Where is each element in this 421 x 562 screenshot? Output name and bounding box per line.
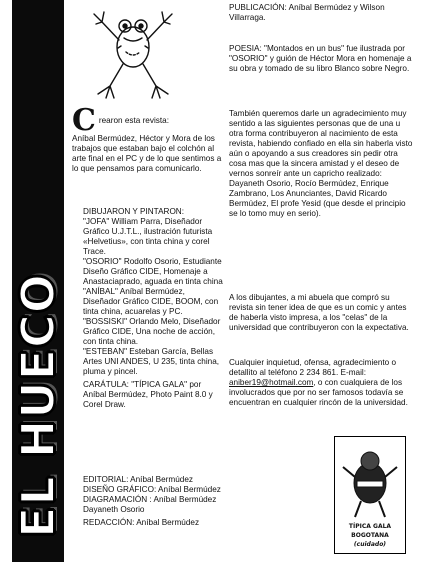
thanks-text: También queremos darle un agradecimiento muy sentido a las siguientes personas que de una u otra forma contribuyeron al nacimiento de esta revista, habiendo confiado en ella sin haberla visto aún o apoyando a sus creadores sin pedir otra cosa mas que la sincera amistad y el deseo de vernos sonreír ante un capricho realizado: Dayaneth Osorio, Rocío Bermúdez, Enrique Zambrano, Los Anunciantes, David Ricardo Bermúdez, El profe Yesid (que desde el principio se lo tomo muy en serio).	[229, 109, 413, 218]
credit-jofa: "JOFA" William Parra, Diseñador Gráfico U.J.T.L., ilustración futurista «Helvetius», con tinta china y corel Trace.	[83, 217, 213, 256]
credit-caratula: CARÁTULA: "TÍPICA GALA" por Aníbal Bermúdez, Photo Paint 8.0 y Corel Draw.	[83, 380, 213, 409]
credit-bossiski: "BOSSISKI" Orlando Melo, Diseñador Gráfico CIDE, Una noche de acción, con tinta china.	[83, 317, 221, 346]
contact-text	[229, 358, 415, 408]
dibujantes-section	[229, 293, 415, 333]
credit-osorio: "OSORIO" Rodolfo Osorio, Estudiante Diseño Gráfico CIDE, Homenaje a Anastaciaprado, aguada en tinta china	[83, 257, 223, 286]
stamp-line1: TÍPICA GALA	[348, 523, 392, 530]
poesia-text: POESIA: "Montados en un bus" fue ilustrada por "OSORIO" y guión de Héctor Mora en homenaje a su obra y tomado de su libro Blanco sobre Negro.	[229, 44, 412, 73]
contact-line2: , o con cualquiera de los involucrados que por no ser famosos todavía se encuentran en cualquier rincón de la universidad.	[229, 378, 408, 407]
thanks-section	[229, 109, 415, 219]
redaccion-section	[83, 518, 223, 528]
staff-diseno: DISEÑO GRÁFICO: Aníbal Bermúdez	[83, 485, 221, 494]
credits-heading: DIBUJARON Y PINTARON:	[83, 207, 184, 216]
credits-section	[83, 207, 223, 410]
staff-section	[83, 475, 223, 515]
dibujantes-text: A los dibujantes, a mi abuela que compró su revista sin tener idea de que es un comic y antes de haberla visto impresa, a los "celas" de la universidad que contribuyeron con la expectativa.	[229, 293, 409, 332]
frog-illustration	[88, 2, 178, 102]
intro-section	[72, 103, 222, 174]
dropcap: C	[72, 103, 96, 138]
intro-body: Aníbal Bermúdez, Héctor y Mora de los trabajos que estaban bajo el colchón al arte final en el PC y de lo que sentimos a lo que pensamos para comunicarlo.	[72, 134, 222, 173]
staff-diagramacion: DIAGRAMACIÓN : Aníbal Bermúdez	[83, 495, 217, 504]
email-link[interactable]: aniber19@hotmail.com	[229, 378, 314, 387]
stamp-line3: (cuidado)	[353, 541, 387, 548]
poesia-section	[229, 44, 415, 74]
tipica-gala-illustration	[335, 443, 405, 523]
staff-diagramacion-2: Dayaneth Osorio	[83, 505, 145, 514]
tipica-gala-stamp	[334, 436, 406, 554]
staff-redaccion: REDACCIÓN: Aníbal Bermúdez	[83, 518, 200, 527]
credit-esteban: "ESTEBAN" Esteban García, Bellas Artes UNI ANDES, U 235, tinta china, pluma y pincel.	[83, 347, 220, 376]
contact-line1: Cualquier inquietud, ofensa, agradecimiento o detallito al teléfono 2 234 861. E-mail:	[229, 358, 397, 377]
staff-editorial: EDITORIAL: Aníbal Bermúdez	[83, 475, 193, 484]
publicacion-section	[229, 3, 415, 23]
credit-anibal: "ANÍBAL" Aníbal Bermúdez, Diseñador Gráfico CIDE, BOOM, con tinta china, acuarelas y PC.	[83, 287, 219, 316]
intro-heading: rearon esta revista:	[98, 116, 169, 125]
contact-section	[229, 358, 415, 408]
stamp-line2: BOGOTANA	[351, 532, 389, 539]
publicacion-text: PUBLICACIÓN: Aníbal Bermúdez y Wilson Villarraga.	[229, 3, 385, 22]
magazine-title: EL HUECO	[11, 273, 65, 538]
